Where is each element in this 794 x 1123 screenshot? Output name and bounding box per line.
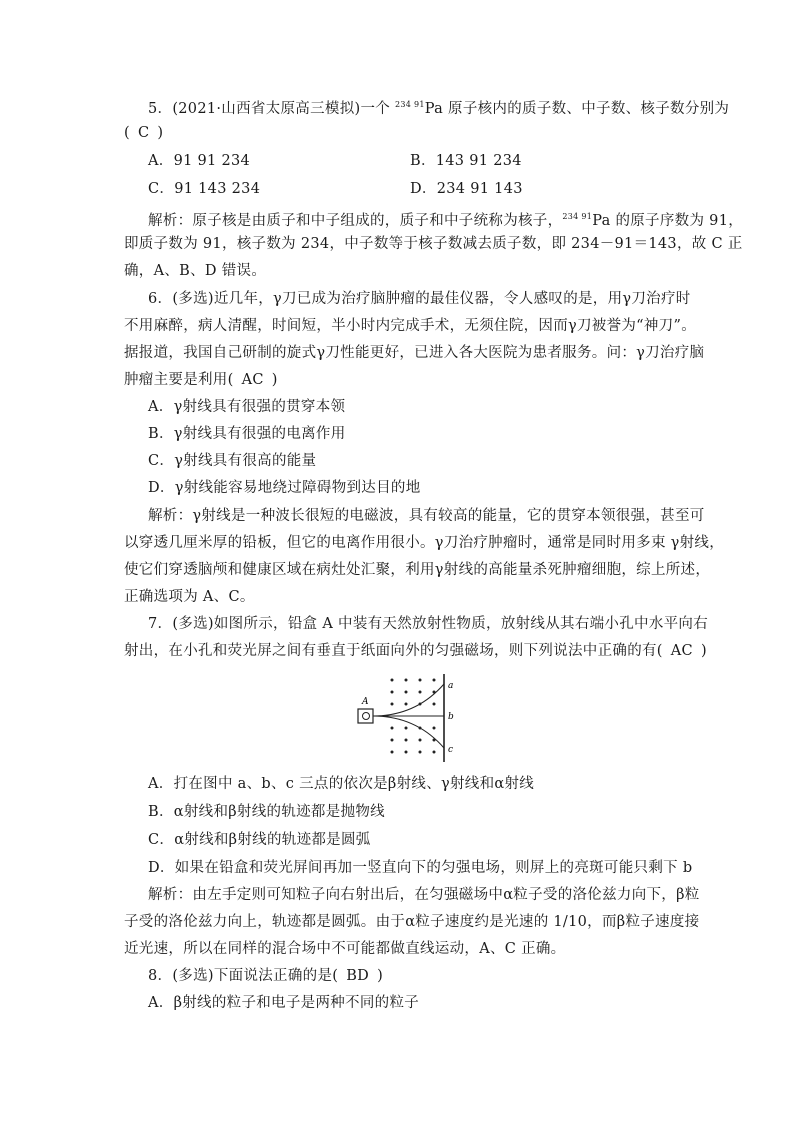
- q5-option-b: B．143 91 234: [410, 153, 522, 169]
- q6-stem-line2: 不用麻醉，病人清醒，时间短，半小时内完成手术，无须住院，因而γ刀被誉为“神刀”。: [124, 318, 696, 334]
- radiation-deflection-diagram: [356, 672, 466, 768]
- q8-answer: BD: [346, 968, 370, 984]
- q8-option-a: A．β射线的粒子和电子是两种不同的粒子: [148, 995, 420, 1011]
- q6-explanation-line1: 解析：γ射线是一种波长很短的电磁波，具有较高的能量，它的贯穿本领很强，甚至可: [148, 508, 705, 524]
- q7-option-c: C．α射线和β射线的轨迹都是圆弧: [148, 832, 371, 848]
- q7-stem-line1: 7．(多选)如图所示，铅盒 A 中装有天然放射性物质，放射线从其右端小孔中水平向右: [148, 616, 709, 632]
- q6-explanation-line2: 以穿透几厘米厚的铅板，但它的电离作用很小。γ刀治疗肿瘤时，通常是同时用多束 γ射线，: [124, 535, 725, 551]
- q7-explanation-line1: 解析：由左手定则可知粒子向右射出后，在匀强磁场中α粒子受的洛伦兹力向下，β粒: [148, 887, 700, 903]
- q6-explanation-line3: 使它们穿透脑颅和健康区域在病灶处汇聚，利用γ射线的高能量杀死肿瘤细胞，综上所述，: [124, 562, 711, 578]
- q6-stem-line4: 肿瘤主要是利用( AC ): [124, 372, 278, 388]
- q8-stem-line1: 8．(多选)下面说法正确的是( BD ): [148, 968, 384, 984]
- label-A: A: [362, 697, 369, 707]
- q7-explanation-line2: 子受的洛伦兹力向上，轨迹都是圆弧。由于α粒子速度约是光速的 1/10，而β粒子速度接: [124, 914, 700, 930]
- lead-box: [358, 709, 373, 723]
- trajectory-c: [373, 716, 444, 748]
- q6-stem-line1: 6．(多选)近几年，γ刀已成为治疗脑肿瘤的最佳仪器，令人感叹的是，用γ刀治疗时: [148, 291, 691, 307]
- q7-answer: AC: [670, 643, 693, 659]
- q6-explanation-line4: 正确选项为 A、C。: [124, 589, 255, 605]
- q5-option-c: C．91 143 234: [148, 181, 261, 197]
- q5-option-a: A．91 91 234: [148, 153, 251, 169]
- label-a: a: [448, 681, 454, 691]
- label-c: c: [448, 745, 454, 755]
- q6-option-b: B．γ射线具有很强的电离作用: [148, 426, 346, 442]
- trajectory-a: [373, 684, 444, 716]
- q6-stem-line3: 据报道，我国自己研制的旋式γ刀性能更好，已进入各大医院为患者服务。问：γ刀治疗脑: [124, 345, 705, 361]
- q7-option-b: B．α射线和β射线的轨迹都是抛物线: [148, 804, 385, 820]
- label-b: b: [448, 712, 454, 722]
- q6-answer: AC: [241, 372, 264, 388]
- q5-explanation-line2: 即质子数为 91，核子数为 234，中子数等于核子数减去质子数，即 234－91＝143，故 C 正: [124, 236, 743, 252]
- q5-answer: C: [137, 125, 150, 141]
- q5-explanation-line1: 解析：原子核是由质子和中子组成的，质子和中子统称为核子，$^{234 91}$Pa 的原子序数为 91，: [148, 212, 744, 229]
- nuclide-superscript: 234 91: [394, 100, 425, 109]
- q5-option-d: D．234 91 143: [410, 181, 523, 197]
- magnetic-field-figure: [356, 672, 466, 768]
- q5-explanation-line3: 确，A、B、D 错误。: [124, 263, 267, 279]
- q5-stem-line1: 5．(2021·山西省太原高三模拟)一个 $^{234 91}$Pa 原子核内的质子数、中子数、核子数分别为: [148, 100, 730, 117]
- q7-option-a: A．打在图中 a、b、c 三点的依次是β射线、γ射线和α射线: [148, 776, 535, 792]
- q5-answer-line: ( C ): [124, 125, 164, 141]
- q6-option-d: D．γ射线能容易地绕过障碍物到达目的地: [148, 480, 421, 496]
- q6-option-a: A．γ射线具有很强的贯穿本领: [148, 399, 346, 415]
- q7-stem-line2: 射出，在小孔和荧光屏之间有垂直于纸面向外的匀强磁场，则下列说法中正确的有( AC ): [124, 643, 707, 659]
- q7-explanation-line3: 近光速，所以在同样的混合场中不可能都做直线运动，A、C 正确。: [124, 941, 566, 957]
- lead-box-hole: [363, 713, 370, 720]
- q6-option-c: C．γ射线具有很高的能量: [148, 453, 317, 469]
- nuclide-superscript: 234 91: [562, 212, 593, 221]
- q7-option-d: D．如果在铅盒和荧光屏间再加一竖直向下的匀强电场，则屏上的亮斑可能只剩下 b: [148, 860, 693, 876]
